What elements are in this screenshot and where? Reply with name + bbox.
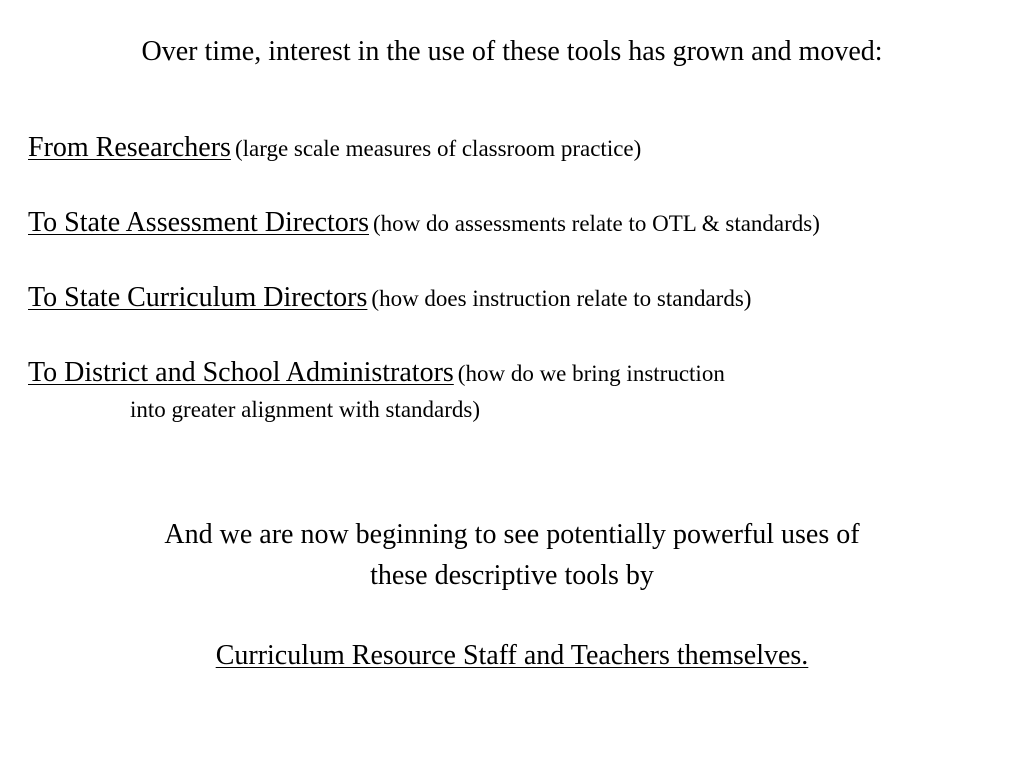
audience-item-state-curriculum-directors xyxy=(28,282,751,318)
audience-note: (how do we bring instruction xyxy=(457,361,725,386)
audience-note-continued: into greater alignment with standards) xyxy=(130,397,481,422)
closing-statement xyxy=(0,637,1024,675)
audience-note: (large scale measures of classroom practice) xyxy=(234,136,642,161)
audience-item-researchers xyxy=(28,132,641,168)
audience-item-state-assessment-directors xyxy=(28,207,820,243)
audience-note: (how do assessments relate to OTL & standards) xyxy=(373,211,820,236)
audience-note: (how does instruction relate to standards) xyxy=(371,286,752,311)
audience-label: To District and School Administrators xyxy=(28,357,454,388)
conclusion-line-2: these descriptive tools by xyxy=(370,560,654,591)
conclusion-line-1: And we are now beginning to see potentially powerful uses of xyxy=(164,519,860,550)
audience-label: From Researchers xyxy=(28,132,231,163)
closing-text: Curriculum Resource Staff and Teachers themselves. xyxy=(215,640,809,671)
audience-label: To State Curriculum Directors xyxy=(28,282,368,313)
audience-item-district-school-administrators xyxy=(28,357,725,393)
audience-label: To State Assessment Directors xyxy=(28,207,369,238)
conclusion-text xyxy=(0,514,1024,596)
slide-heading: Over time, interest in the use of these tools has grown and moved: xyxy=(141,36,883,67)
